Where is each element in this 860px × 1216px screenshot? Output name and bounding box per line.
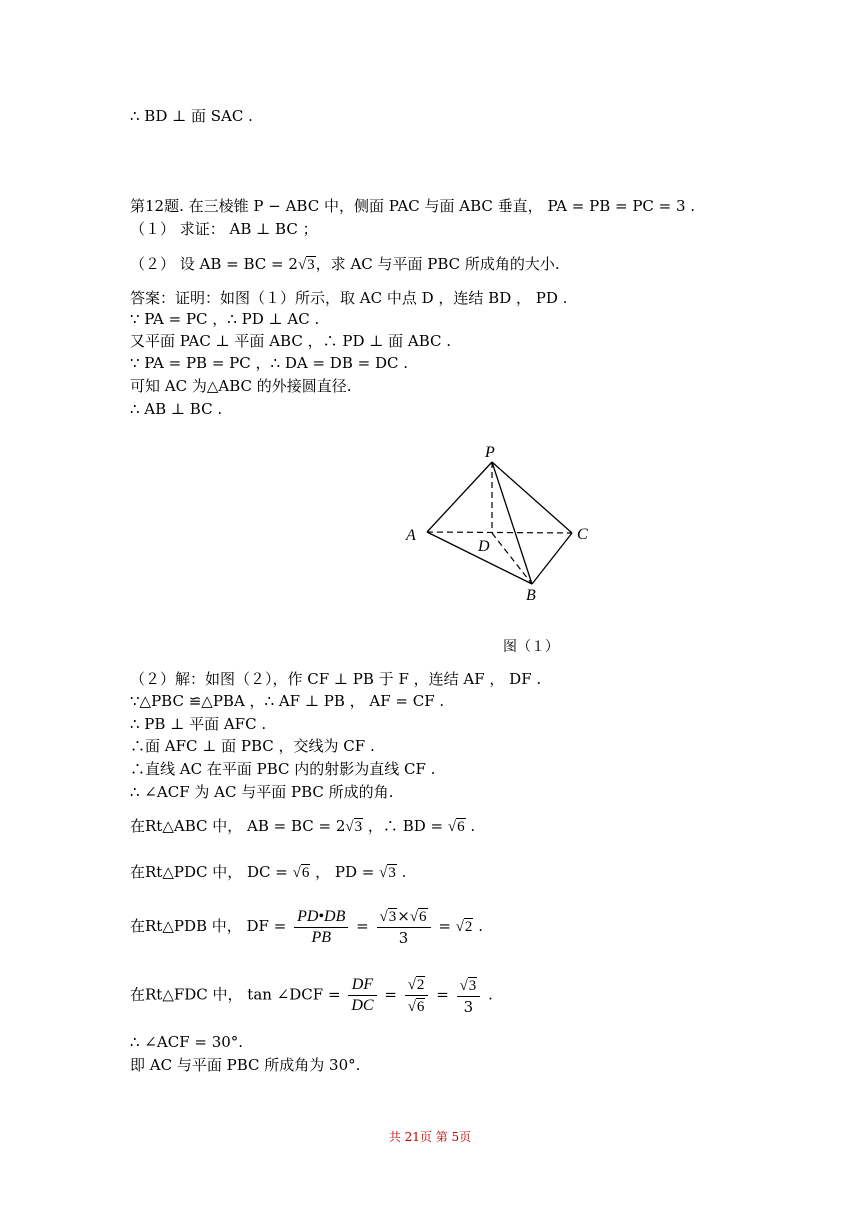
- edge-ac-hidden: [427, 532, 572, 533]
- question-part-2: （２） 设 AB = BC = 2√3，求 AC 与平面 PBC 所成角的大小.: [130, 255, 560, 273]
- answer-line-1: 答案：证明：如图（１）所示，取 AC 中点 D ，连结 BD ， PD .: [130, 289, 568, 307]
- answer-line-5: 可知 AC 为△ABC 的外接圆直径.: [130, 377, 352, 395]
- solution-line-6: ∴ ∠ACF 为 AC 与平面 PBC 所成的角.: [130, 783, 394, 801]
- solution-line-1: （２）解：如图（２），作 CF ⊥ PB 于 F ，连结 AF ， DF .: [130, 670, 542, 688]
- fraction-pd-db-over-pb: $\frac{PD•DB}{PB}$: [294, 907, 348, 948]
- edge-db-hidden: [492, 533, 532, 584]
- calc-line-1: 在Rt△ABC 中， AB = BC = 2√3 ，∴ BD = √6 .: [130, 817, 476, 835]
- answer-line-2: ∵ PA = PC ，∴ PD ⊥ AC .: [130, 310, 320, 328]
- conclusion-line-2: 即 AC 与平面 PBC 所成角为 30°.: [130, 1056, 361, 1074]
- edge-pa: [427, 462, 492, 532]
- fraction-sqrt3-over-3: $\frac{√3}{3}$: [457, 975, 481, 1017]
- label-a: A: [406, 527, 416, 544]
- conclusion-line-1: ∴ ∠ACF = 30°.: [130, 1033, 244, 1051]
- solution-line-5: ∴直线 AC 在平面 PBC 内的射影为直线 CF .: [130, 760, 436, 778]
- question-part-1: （１） 求证： AB ⊥ BC ；: [130, 220, 318, 238]
- page-footer: 共 21页 第 5页: [388, 1130, 472, 1144]
- question-title: 第12题. 在三棱锥 P − ABC 中，侧面 PAC 与面 ABC 垂直， PA = PB = PC = 3 .: [130, 197, 696, 215]
- fraction-sqrt2-over-sqrt6: $\frac{√2}{√6}$: [405, 974, 429, 1017]
- answer-line-6: ∴ AB ⊥ BC .: [130, 400, 223, 418]
- calc-line-3: 在Rt△PDB 中， DF = $\frac{PD•DB}{PB}$ = $\frac{√3\times√6}{3}$ = √2 .: [130, 907, 483, 947]
- label-p: P: [485, 444, 495, 461]
- calc-line-2: 在Rt△PDC 中， DC = √6 ， PD = √3 .: [130, 863, 407, 881]
- pyramid-figure: [395, 440, 615, 610]
- label-d: D: [478, 538, 490, 555]
- figure-caption: 图（１）: [503, 639, 559, 655]
- solution-line-3: ∴ PB ⊥ 平面 AFC .: [130, 715, 267, 733]
- fraction-sqrt3-times-sqrt6-over-3: $\frac{√3\times√6}{3}$: [377, 906, 431, 948]
- label-b: B: [526, 587, 536, 604]
- edge-bc: [532, 533, 572, 584]
- fraction-df-over-dc: $\frac{DF}{DC}$: [348, 975, 376, 1016]
- calc-line-4: 在Rt△FDC 中， tan ∠DCF = $\frac{DF}{DC}$ = $\frac{√2}{√6}$ = $\frac{√3}{3}$ .: [130, 976, 493, 1016]
- label-c: C: [577, 526, 588, 543]
- solution-line-2: ∵△PBC ≌△PBA ，∴ AF ⊥ PB ， AF = CF .: [130, 692, 445, 710]
- line-bd-perp: ∴ BD ⊥ 面 SAC .: [130, 107, 253, 125]
- answer-line-3: 又平面 PAC ⊥ 平面 ABC ，∴ PD ⊥ 面 ABC .: [130, 332, 452, 350]
- solution-line-4: ∴面 AFC ⊥ 面 PBC ，交线为 CF .: [130, 737, 375, 755]
- answer-line-4: ∵ PA = PB = PC ，∴ DA = DB = DC .: [130, 354, 408, 372]
